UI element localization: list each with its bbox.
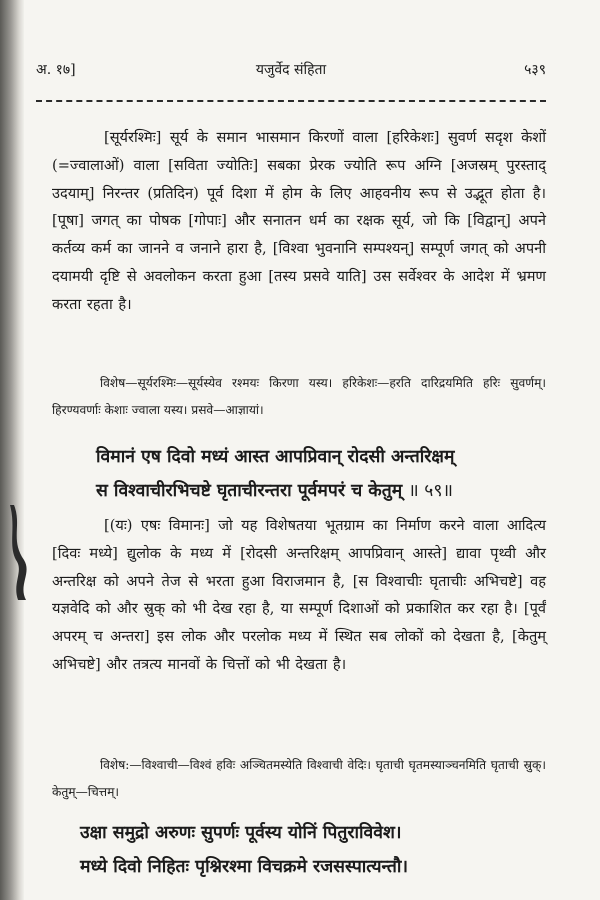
mantra-59 bbox=[96, 440, 552, 508]
special-note-1: विशेष—सूर्यरश्मिः—सूर्यस्येव रश्मयः किरणा यस्य। हरिकेशः—हरति दारिद्रयमिति हरिः सुवर्णम्। हिरण्यवर्णाः केशाः ज्वाला यस्य। प्रसवे—आज्ञायां। bbox=[52, 376, 546, 417]
page-number: ५३९ bbox=[524, 62, 546, 78]
page-edge-tear bbox=[8, 505, 36, 600]
mantra-60-line-1: उक्षा समुद्रो अरुणः सुपर्णः पूर्वस्य योनिं पितुराविवेश। bbox=[80, 823, 402, 843]
special-note-2: विशेष:—विश्वाची—विश्वं हविः अञ्चितमस्येति विश्वाची वेदिः। घृताची घृतमस्याञ्चनमिति घृताची स्रुक्। केतुम्—चित्तम्। bbox=[52, 758, 546, 799]
book-title: यजुर्वेद संहिता bbox=[255, 62, 327, 78]
chapter-label: अ. १७] bbox=[36, 62, 76, 78]
page-header bbox=[36, 60, 546, 82]
mantra-60-line-2: मध्ये दिवो निहितः पृश्निरश्मा विचक्रमे रजसस्पात्यन्तौ। bbox=[80, 857, 409, 877]
mantra-59-line-2 bbox=[96, 474, 552, 508]
commentary-paragraph-2: [(यः) एषः विमानः] जो यह विशेषतया भूतग्राम का निर्माण करने वाला आदित्य [दिवः मध्ये] द्युलोक के मध्य में [रोदसी अन्तरिक्षम् आपप्रिवान् आस्ते] द्यावा पृथ्वी और अन्तरिक्ष को अपने तेज से भरता हुआ विराजमान है, [स विश्वाचीः घृताचीः अभिचष्टे] वह यज्ञवेदि को और स्रुक् को भी देख रहा है, या सम्पूर्ण दिशाओं को प्रकाशित कर रहा है। [पूर्वं अपरम् च अन्तरा] इस लोक और परलोक मध्य में स्थित सब लोकों को देखता है, [केतुम् अभिचष्टे] और तत्रत्य मानवों के चित्तों को भी देखता है। bbox=[52, 517, 546, 673]
mantra-59-line-1: विमानं एष दिवो मध्यं आस्त आपप्रिवान् रोदसी अन्तरिक्षम् bbox=[96, 447, 455, 467]
mantra-59-line-2-text: स विश्वाचीरभिचष्टे घृताचीरन्तरा पूर्वमपरं च केतुम् bbox=[96, 481, 403, 501]
mantra-60 bbox=[80, 816, 550, 884]
mantra-number: ॥ ५९॥ bbox=[408, 481, 453, 501]
book-binding-shadow bbox=[0, 0, 24, 900]
header-divider bbox=[36, 100, 546, 102]
commentary-paragraph-1: [सूर्यरश्मिः] सूर्य के समान भासमान किरणों वाला [हरिकेशः] सुवर्ण सदृश केशों (=ज्वालाओं) वाला [सविता ज्योतिः] सबका प्रेरक ज्योति रूप अग्नि [अजस्रम् पुरस्ताद् उदयाम्] निरन्तर (प्रतिदिन) पूर्व दिशा में होम के लिए आहवनीय रूप से उद्भूत होता है। [पूषा] जगत् का पोषक [गोपाः] और सनातन धर्म का रक्षक सूर्य, जो कि [विद्वान्] अपने कर्तव्य कर्म का जानने व जनाने हारा है, [विश्वा भुवनानि सम्पश्यन्] सम्पूर्ण जगत् को अपनी दयामयी दृष्टि से अवलोकन करता हुआ [तस्य प्रसवे याति] उस सर्वेश्वर के आदेश में भ्रमण करता रहता है। bbox=[52, 129, 546, 313]
